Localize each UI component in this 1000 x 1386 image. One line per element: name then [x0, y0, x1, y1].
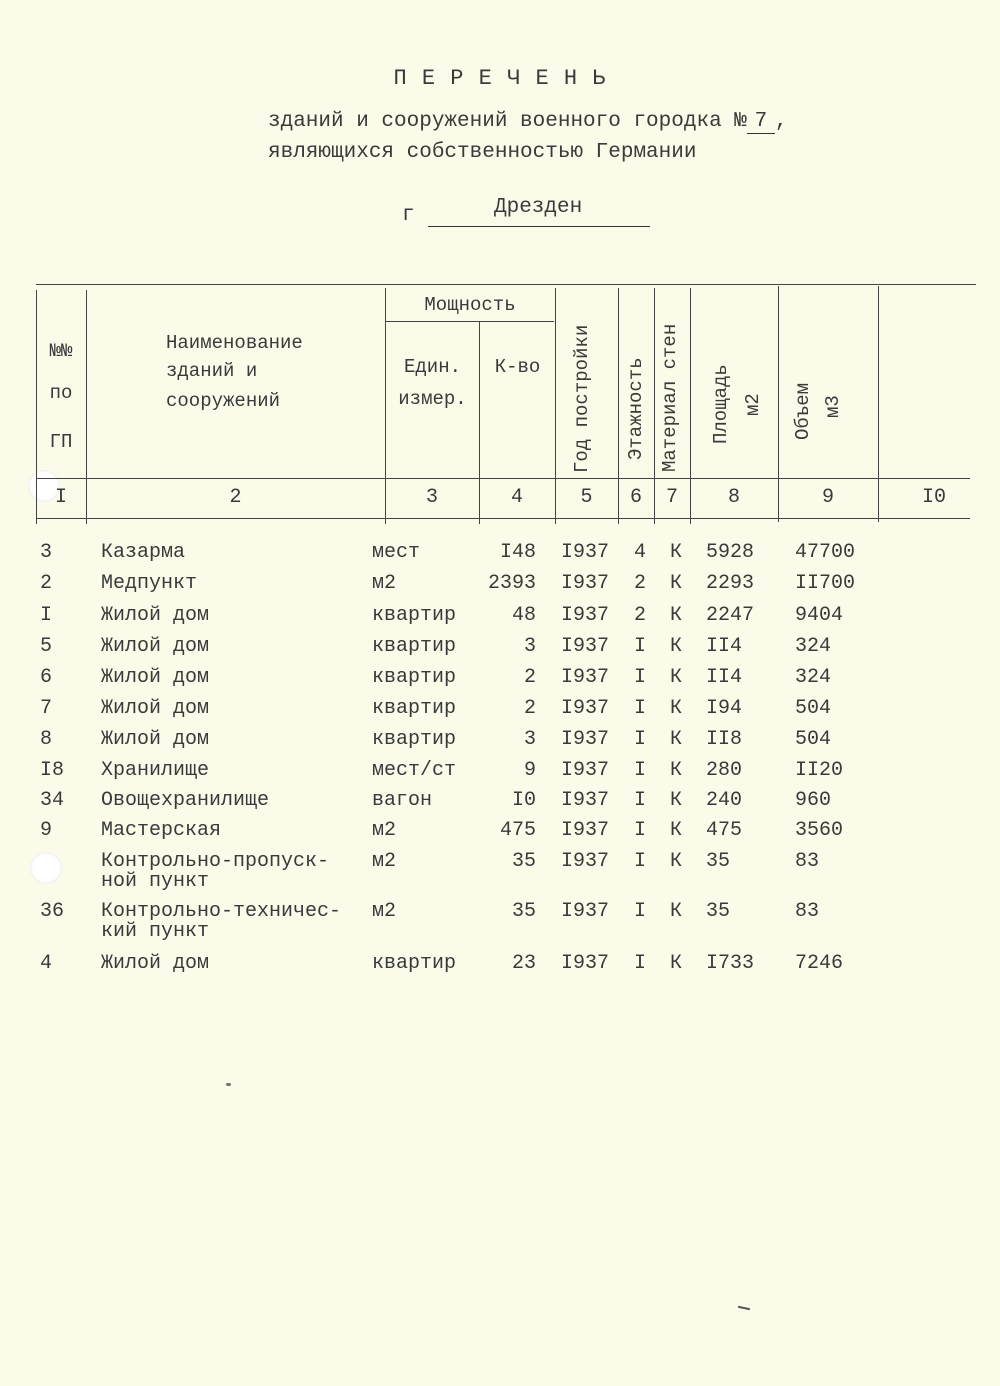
cell-year: I937	[560, 541, 609, 564]
cell-qty: 3	[523, 635, 536, 658]
col-qty-label: К-во	[494, 356, 541, 378]
cell-gp: 36	[40, 900, 65, 923]
cell-vol: 504	[795, 728, 832, 751]
cell-year: I937	[560, 759, 609, 782]
cell-unit: м2	[372, 900, 397, 923]
cell-floors: I	[633, 789, 646, 812]
cell-unit: мест	[372, 541, 421, 564]
col-number: 7	[665, 486, 678, 509]
cell-qty: 2	[523, 697, 536, 720]
power-divider	[386, 321, 554, 322]
city-underline	[428, 226, 650, 227]
cell-name: Овощехранилище	[101, 789, 270, 812]
cell-name: Хранилище	[101, 759, 210, 782]
cell-mat: К	[669, 819, 682, 842]
col-number: 8	[727, 486, 740, 509]
cell-gp: 7	[40, 697, 53, 720]
cell-gp: 6	[40, 666, 53, 689]
subtitle-line-1	[268, 110, 788, 134]
cell-area: 240	[706, 789, 743, 812]
col-name-label-2: зданий и	[166, 360, 258, 382]
subtitle-text: зданий и сооружений военного городка №	[268, 110, 747, 133]
subtitle-line-2: являющихся собственностью Германии	[268, 141, 697, 164]
cell-mat: К	[669, 697, 682, 720]
cell-unit: квартир	[372, 728, 457, 751]
cell-qty: 35	[511, 850, 536, 873]
cell-year: I937	[560, 635, 609, 658]
cell-area: 35	[706, 900, 731, 923]
cell-gp: 34	[40, 789, 65, 812]
cell-vol: 83	[795, 900, 820, 923]
cell-vol: 9404	[795, 604, 844, 627]
col-number: 5	[580, 486, 593, 509]
cell-name: Жилой дом	[101, 604, 210, 627]
cell-mat: К	[669, 666, 682, 689]
cell-area: 35	[706, 850, 731, 873]
cell-qty: 48	[511, 604, 536, 627]
cell-gp: 5	[40, 635, 53, 658]
numbers-bottom-border	[36, 518, 970, 519]
cell-vol: 960	[795, 789, 832, 812]
cell-gp: 4	[40, 952, 53, 975]
cell-name: Жилой дом	[101, 952, 210, 975]
city-label: г	[402, 204, 415, 227]
cell-floors: I	[633, 728, 646, 751]
cell-name: Казарма	[101, 541, 186, 564]
cell-floors: 2	[633, 572, 646, 595]
cell-mat: К	[669, 900, 682, 923]
cell-floors: I	[633, 666, 646, 689]
cell-unit: квартир	[372, 635, 457, 658]
cell-floors: I	[633, 635, 646, 658]
cell-unit: мест/ст	[372, 759, 457, 782]
col-number: 4	[510, 486, 523, 509]
col-number: 2	[229, 486, 242, 509]
cell-year: I937	[560, 666, 609, 689]
cell-floors: I	[633, 759, 646, 782]
town-number: 7	[747, 110, 775, 134]
cell-floors: 2	[633, 604, 646, 627]
cell-qty: 3	[523, 728, 536, 751]
cell-gp: 3	[40, 541, 53, 564]
col-number: I0	[921, 486, 946, 509]
col-no-label-2: по	[49, 382, 73, 404]
cell-area: II4	[706, 635, 743, 658]
cell-unit: вагон	[372, 789, 433, 812]
cell-vol: 83	[795, 850, 820, 873]
cell-vol: II20	[795, 759, 844, 782]
cell-qty: 9	[523, 759, 536, 782]
cell-gp: 2	[40, 572, 53, 595]
cell-vol: 3560	[795, 819, 844, 842]
cell-floors: I	[633, 900, 646, 923]
cell-mat: К	[669, 759, 682, 782]
col-floors-label: Этажность	[625, 357, 647, 460]
cell-floors: 4	[633, 541, 646, 564]
cell-gp: 9	[40, 819, 53, 842]
cell-year: I937	[560, 900, 609, 923]
cell-floors: I	[633, 850, 646, 873]
col-number: 6	[629, 486, 642, 509]
cell-gp: I8	[40, 759, 65, 782]
cell-unit: м2	[372, 850, 397, 873]
cell-year: I937	[560, 604, 609, 627]
cell-unit: квартир	[372, 697, 457, 720]
subtitle-comma: ,	[774, 110, 788, 133]
cell-mat: К	[669, 604, 682, 627]
col-no-label-1: №№	[49, 340, 73, 362]
cell-area: 2293	[706, 572, 755, 595]
cell-name: Жилой дом	[101, 728, 210, 751]
cell-year: I937	[560, 697, 609, 720]
cell-floors: I	[633, 952, 646, 975]
col-number: I	[54, 486, 67, 509]
col-year-label: Год постройки	[571, 324, 593, 473]
col-power-label: Мощность	[424, 294, 516, 316]
cell-name: Контрольно-техничес-	[101, 900, 342, 923]
col-material-label: Материал стен	[659, 323, 681, 472]
cell-mat: К	[669, 728, 682, 751]
cell-year: I937	[560, 952, 609, 975]
cell-unit: квартир	[372, 666, 457, 689]
cell-area: II8	[706, 728, 743, 751]
cell-name: Жилой дом	[101, 697, 210, 720]
cell-gp: 8	[40, 728, 53, 751]
cell-qty: 2	[523, 666, 536, 689]
cell-area: I733	[706, 952, 755, 975]
cell-year: I937	[560, 789, 609, 812]
cell-mat: К	[669, 952, 682, 975]
document-title: П Е Р Е Ч Е Н Ь	[393, 66, 607, 91]
cell-mat: К	[669, 541, 682, 564]
cell-year: I937	[560, 850, 609, 873]
cell-mat: К	[669, 850, 682, 873]
cell-unit: квартир	[372, 604, 457, 627]
cell-area: I94	[706, 697, 743, 720]
cell-unit: квартир	[372, 952, 457, 975]
col-no-label-3: ГП	[49, 431, 73, 453]
col-name-label-3: сооружений	[166, 390, 281, 412]
cell-area: 475	[706, 819, 743, 842]
cell-area: 280	[706, 759, 743, 782]
cell-year: I937	[560, 819, 609, 842]
cell-vol: 324	[795, 635, 832, 658]
cell-qty: I0	[511, 789, 536, 812]
cell-qty: I48	[499, 541, 536, 564]
cell-vol: 47700	[795, 541, 856, 564]
col-name-label-1: Наименование	[166, 332, 303, 354]
cell-floors: I	[633, 697, 646, 720]
cell-name: Жилой дом	[101, 666, 210, 689]
cell-year: I937	[560, 572, 609, 595]
col-volume-label-1: Объем	[792, 382, 814, 440]
cell-gp: I	[40, 604, 53, 627]
cell-name: Жилой дом	[101, 635, 210, 658]
cell-name-continued: кий пункт	[101, 920, 210, 943]
cell-vol: 504	[795, 697, 832, 720]
cell-unit: м2	[372, 819, 397, 842]
col-number: 9	[821, 486, 834, 509]
col-volume-label-2: м3	[822, 395, 844, 418]
cell-mat: К	[669, 635, 682, 658]
col-area-label-2: м2	[742, 393, 764, 416]
cell-vol: II700	[795, 572, 856, 595]
paper-mark	[738, 1306, 750, 1310]
city-name: Дрезден	[494, 196, 583, 219]
col-number: 3	[425, 486, 438, 509]
cell-area: II4	[706, 666, 743, 689]
cell-qty: 35	[511, 900, 536, 923]
cell-qty: 2393	[487, 572, 536, 595]
cell-area: 5928	[706, 541, 755, 564]
col-unit-label-2: измер.	[398, 388, 467, 410]
cell-name-continued: ной пункт	[101, 870, 210, 893]
cell-qty: 475	[499, 819, 536, 842]
cell-name: Мастерская	[101, 819, 222, 842]
cell-year: I937	[560, 728, 609, 751]
cell-name: Медпункт	[101, 572, 198, 595]
cell-vol: 324	[795, 666, 832, 689]
cell-qty: 23	[511, 952, 536, 975]
cell-area: 2247	[706, 604, 755, 627]
paper-mark	[226, 1083, 231, 1086]
table-top-border	[36, 284, 976, 285]
cell-floors: I	[633, 819, 646, 842]
col-area-label-1: Площадь	[710, 364, 732, 444]
cell-mat: К	[669, 789, 682, 812]
punch-hole	[30, 852, 62, 884]
cell-vol: 7246	[795, 952, 844, 975]
col-unit-label-1: Един.	[403, 356, 461, 378]
header-bottom-border	[36, 478, 970, 479]
cell-unit: м2	[372, 572, 397, 595]
cell-mat: К	[669, 572, 682, 595]
cell-name: Контрольно-пропуск-	[101, 850, 330, 873]
